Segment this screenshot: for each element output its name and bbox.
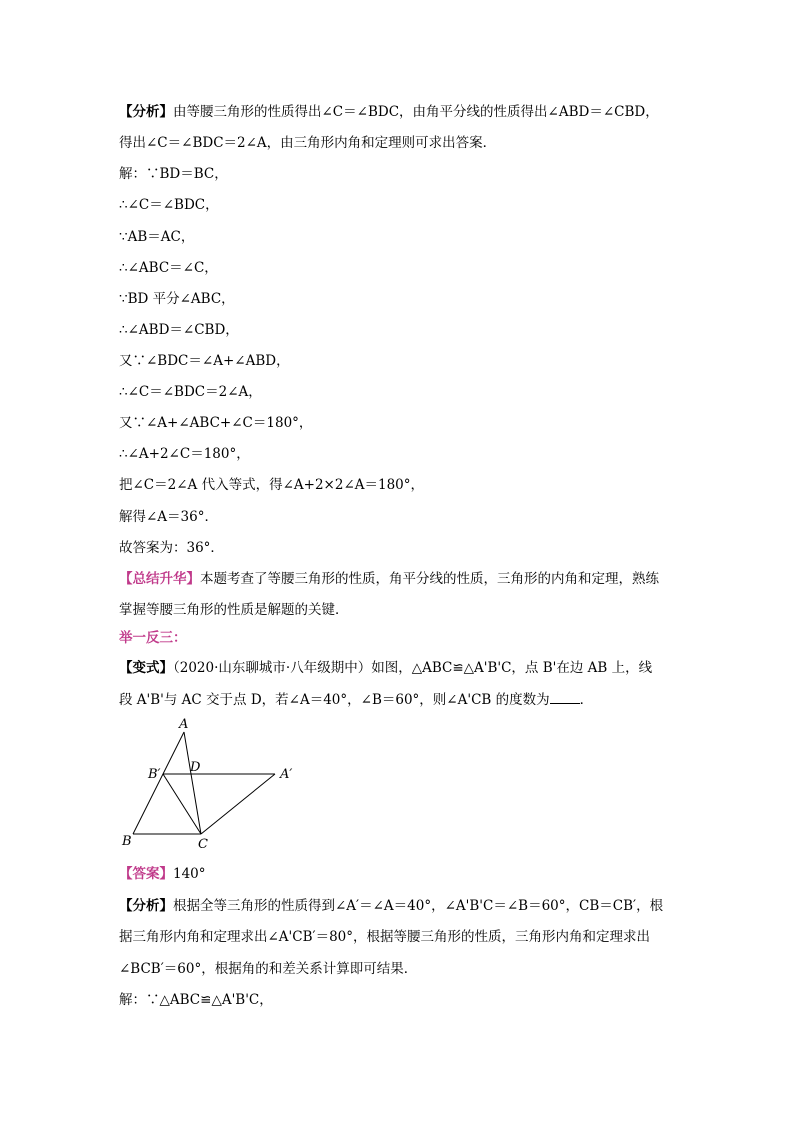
label-a: A (179, 718, 189, 732)
solution-1-line-2: ∴∠C＝∠BDC， (119, 197, 219, 213)
analysis-2-line-1 (119, 896, 663, 916)
geometry-figure (118, 718, 308, 856)
segment-a-prime-c (201, 774, 275, 834)
variant-tag: 【变式】 (119, 660, 173, 676)
solution-1-line-9: 又∵∠A+∠ABC+∠C＝180°， (119, 415, 313, 431)
analysis-1-line-1 (119, 102, 659, 122)
variant-text-1: （2020·山东聊城市·八年级期中）如图，△ABC≌△A'B'C，点 B'在边 AB 上，线 (173, 660, 653, 676)
segment-b-prime-c (163, 774, 201, 834)
label-a-prime: A′ (280, 767, 293, 782)
solution-1-line-8: ∴∠C＝∠BDC＝2∠A， (119, 384, 262, 400)
analysis-2-line-2: 据三角形内角和定理求出∠A'CB′＝80°，根据等腰三角形的性质，三角形内角和定理求出 (119, 929, 651, 945)
label-d: D (190, 760, 201, 775)
triangle-diagram (118, 718, 308, 856)
label-b-prime: B′ (148, 767, 161, 782)
variant-line-1 (119, 658, 652, 678)
segment-ba (133, 732, 184, 834)
solution-2-line-1: 解：∵△ABC≌△A'B'C， (119, 992, 273, 1008)
solution-1-line-11: 把∠C＝2∠A 代入等式，得∠A+2×2∠A＝180°， (119, 477, 425, 493)
solution-1-line-1: 解：∵BD＝BC， (119, 166, 228, 182)
label-b: B (122, 834, 132, 849)
solution-1-line-12: 解得∠A＝36°． (119, 509, 218, 525)
analysis-1-line-2: 得出∠C＝∠BDC＝2∠A，由三角形内角和定理则可求出答案． (119, 135, 497, 151)
analysis-2-tag: 【分析】 (119, 898, 173, 914)
solution-1-line-6: ∴∠ABD＝∠CBD， (119, 322, 239, 338)
variant-text-2-end: ． (579, 692, 594, 708)
answer-value: 140° (173, 866, 206, 882)
analysis-2-text-1: 根据全等三角形的性质得到∠A′＝∠A＝40°，∠A'B'C＝∠B＝60°，CB＝CB′，根 (173, 898, 664, 914)
variant-text-2: 段 A'B'与 AC 交于点 D，若∠A＝40°，∠B＝60°，则∠A'CB 的度数为 (119, 692, 550, 708)
variant-line-2 (119, 689, 593, 710)
solution-1-line-5: ∵BD 平分∠ABC， (119, 291, 235, 307)
segment-ac (184, 732, 201, 834)
answer-line (119, 864, 206, 884)
solution-1-line-10: ∴∠A+2∠C＝180°， (119, 446, 250, 462)
answer-blank (550, 689, 580, 704)
label-c: C (198, 837, 208, 852)
summary-text-1: 本题考查了等腰三角形的性质，角平分线的性质，三角形的内角和定理，熟练 (200, 571, 659, 587)
analysis-tag: 【分析】 (119, 104, 173, 120)
summary-line-2: 掌握等腰三角形的性质是解题的关键． (119, 602, 349, 618)
solution-1-line-13: 故答案为：36°． (119, 540, 224, 556)
summary-tag: 【总结升华】 (119, 571, 200, 587)
analysis-2-line-3: ∠BCB′＝60°，根据角的和差关系计算即可结果． (119, 961, 418, 977)
solution-1-line-4: ∴∠ABC＝∠C， (119, 260, 218, 276)
analysis-1-text-1: 由等腰三角形的性质得出∠C＝∠BDC，由角平分线的性质得出∠ABD＝∠CBD， (173, 104, 659, 120)
solution-1-line-3: ∵AB＝AC， (119, 229, 195, 245)
summary-line-1 (119, 569, 659, 589)
answer-tag: 【答案】 (119, 866, 173, 882)
section-title: 举一反三： (119, 630, 187, 646)
solution-1-line-7: 又∵∠BDC＝∠A+∠ABD， (119, 353, 290, 369)
